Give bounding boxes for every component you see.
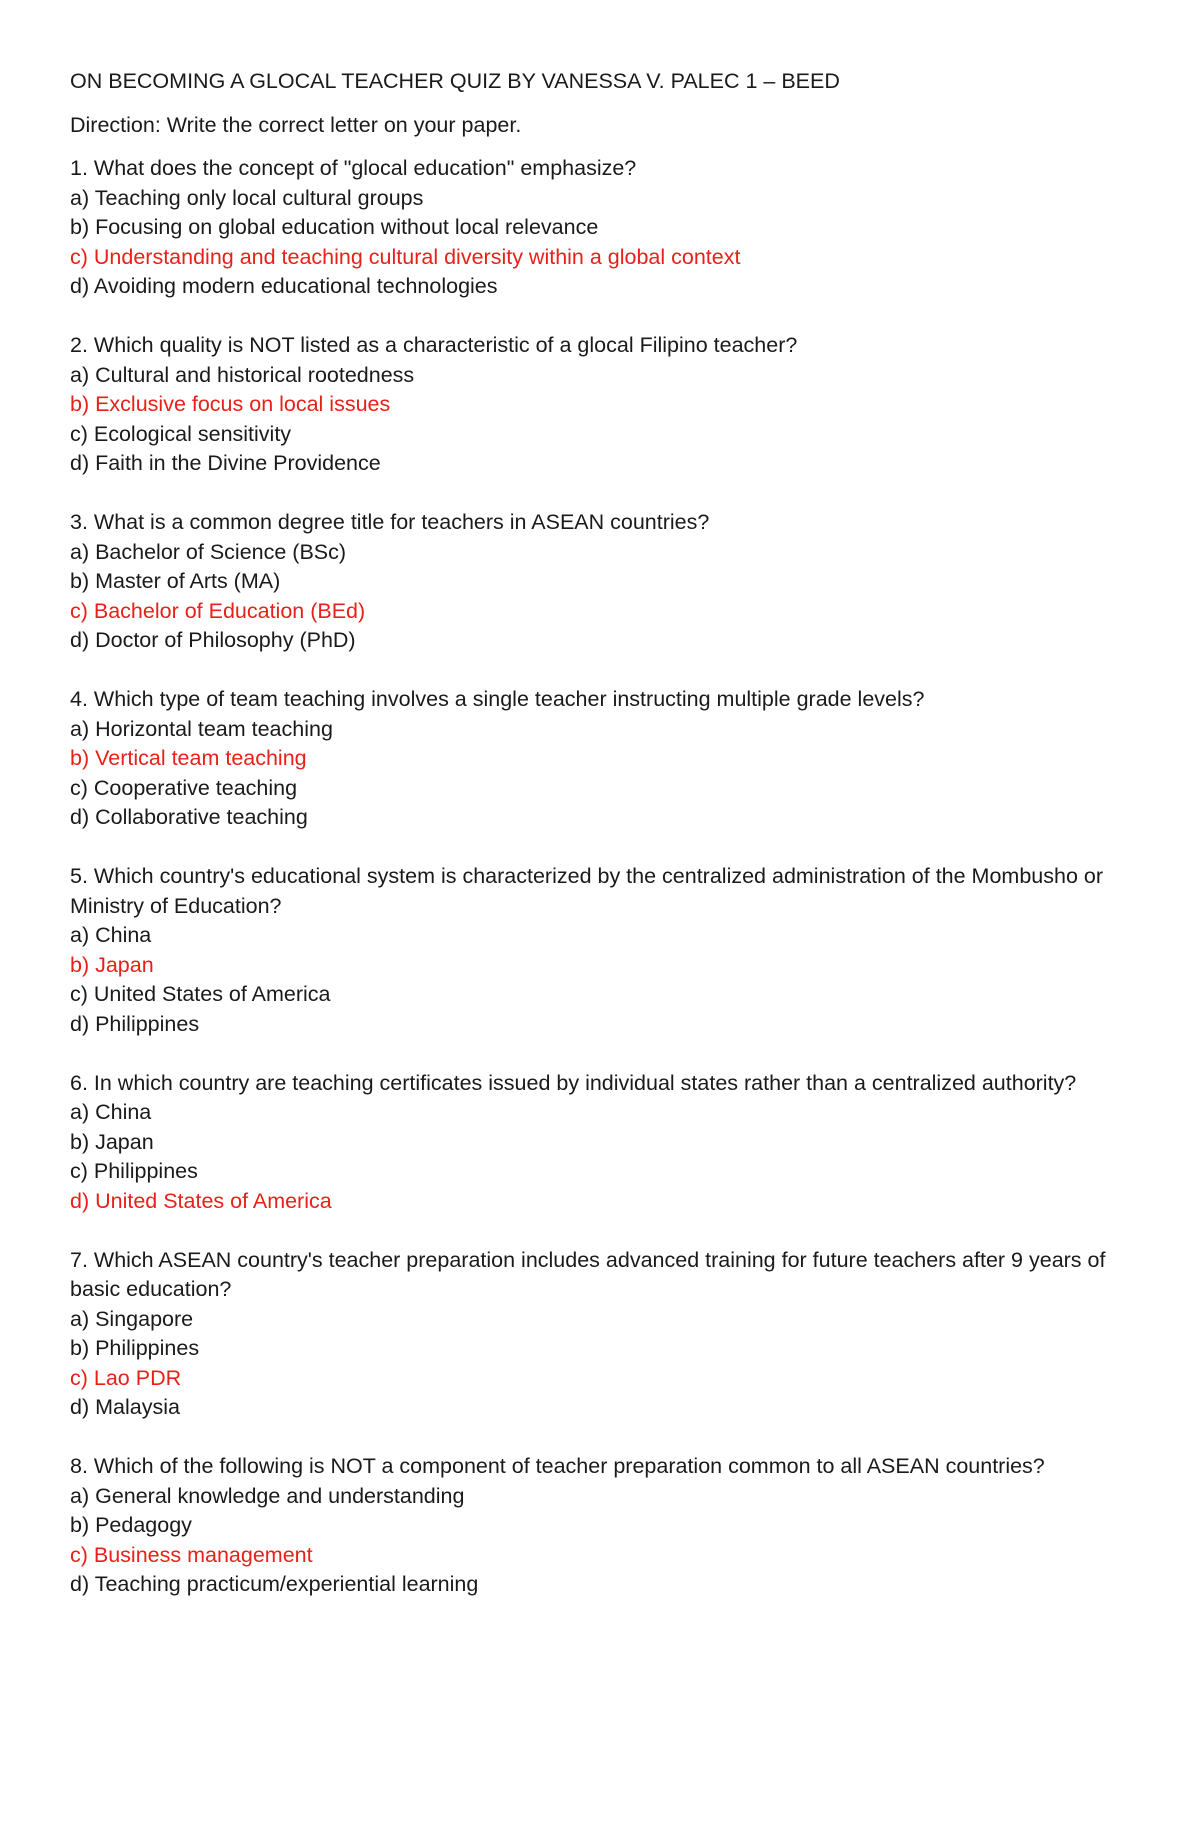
answer-option: d) Philippines <box>70 1011 200 1036</box>
question-block <box>70 862 1150 1039</box>
answer-option: d) Avoiding modern educational technologies <box>70 274 498 298</box>
answer-option: a) General knowledge and understanding <box>70 1483 465 1508</box>
question-block <box>70 154 1150 302</box>
question-text: 5. Which country's educational system is characterized by the centralized administration of the Mombusho or Ministry of Education? <box>70 864 1104 918</box>
question-text: 8. Which of the following is NOT a component of teacher preparation common to all ASEAN countries? <box>70 1454 1045 1478</box>
answer-option: c) Philippines <box>70 1159 198 1183</box>
answer-option-correct: c) Understanding and teaching cultural diversity within a global context <box>70 244 741 269</box>
answer-option-correct: b) Vertical team teaching <box>70 746 307 770</box>
question-block <box>70 1246 1150 1423</box>
question-text: 2. Which quality is NOT listed as a characteristic of a glocal Filipino teacher? <box>70 333 798 357</box>
answer-option: a) Teaching only local cultural groups <box>70 185 424 210</box>
question-text: 4. Which type of team teaching involves a single teacher instructing multiple grade levels? <box>70 687 925 711</box>
answer-option-correct: c) Bachelor of Education (BEd) <box>70 598 366 623</box>
question-block <box>70 1069 1150 1217</box>
answer-option: c) Cooperative teaching <box>70 775 298 800</box>
answer-option: a) China <box>70 923 152 947</box>
question-text: 1. What does the concept of "glocal education" emphasize? <box>70 156 637 180</box>
answer-option: a) Horizontal team teaching <box>70 716 333 741</box>
answer-option-correct: b) Japan <box>70 952 154 977</box>
question-block <box>70 508 1150 656</box>
answer-option: d) Doctor of Philosophy (PhD) <box>70 628 356 652</box>
question-text: 3. What is a common degree title for teachers in ASEAN countries? <box>70 510 710 534</box>
answer-option: b) Japan <box>70 1129 154 1154</box>
quiz-direction: Direction: Write the correct letter on your paper. <box>70 113 522 137</box>
answer-option-correct: b) Exclusive focus on local issues <box>70 392 391 416</box>
question-list <box>70 154 1150 1600</box>
answer-option: b) Master of Arts (MA) <box>70 569 281 593</box>
answer-option-correct: c) Business management <box>70 1542 313 1567</box>
answer-option: a) China <box>70 1100 152 1124</box>
answer-option: d) Collaborative teaching <box>70 805 308 829</box>
answer-option: a) Bachelor of Science (BSc) <box>70 539 347 564</box>
question-text: 6. In which country are teaching certificates issued by individual states rather than a centralized authority? <box>70 1070 1077 1095</box>
answer-option: b) Pedagogy <box>70 1513 192 1537</box>
question-block <box>70 331 1150 479</box>
answer-option: d) Faith in the Divine Providence <box>70 451 381 475</box>
answer-option: d) Teaching practicum/experiential learning <box>70 1572 479 1596</box>
answer-option-correct: c) Lao PDR <box>70 1365 182 1390</box>
answer-option: b) Focusing on global education without local relevance <box>70 215 599 239</box>
question-block <box>70 685 1150 833</box>
answer-option: d) Malaysia <box>70 1395 180 1419</box>
answer-option: a) Singapore <box>70 1306 194 1331</box>
answer-option: c) United States of America <box>70 982 331 1006</box>
question-text: 7. Which ASEAN country's teacher preparation includes advanced training for future teachers after 9 years of basic education? <box>70 1247 1106 1301</box>
answer-option: c) Ecological sensitivity <box>70 421 292 446</box>
answer-option: b) Philippines <box>70 1336 200 1360</box>
quiz-title: ON BECOMING A GLOCAL TEACHER QUIZ BY VANESSA V. PALEC 1 – BEED <box>70 69 840 93</box>
answer-option: a) Cultural and historical rootedness <box>70 362 415 387</box>
question-block <box>70 1452 1150 1600</box>
answer-option-correct: d) United States of America <box>70 1188 332 1213</box>
quiz-page <box>70 66 1150 1629</box>
